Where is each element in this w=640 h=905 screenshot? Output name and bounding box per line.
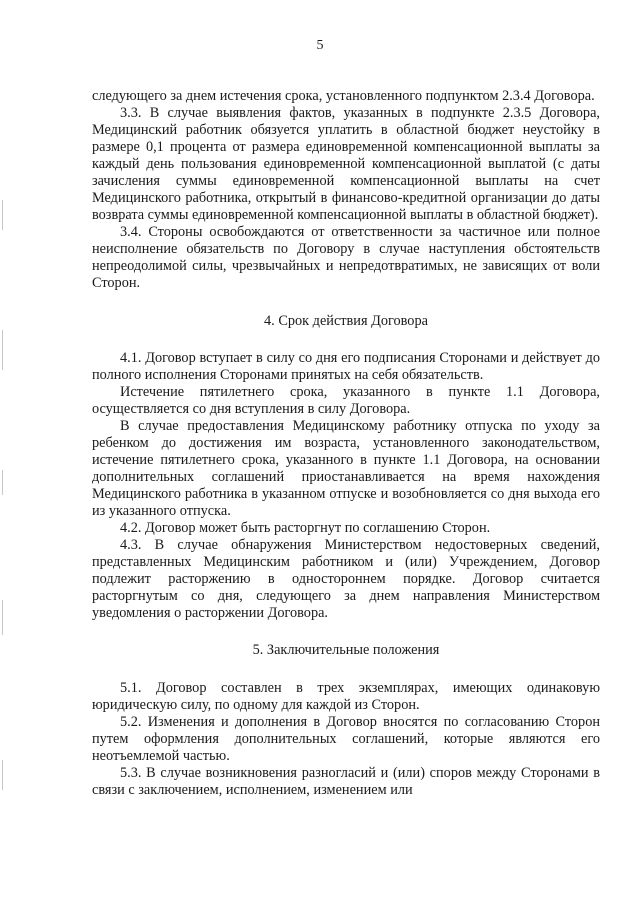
document-body [92,88,600,799]
paragraph-3-3: 3.3. В случае выявления фактов, указанных в подпункте 2.3.5 Договора, Медицинский работник обязуется уплатить в областной бюджет неустойку в размере 0,1 процента от размера единовременной компенсационной выплаты за каждый день пользования единовременной компенсационной выплатой (с даты зачисления суммы единовременной компенсационной выплаты на счет Медицинского работника, открытый в финансово-кредитной организации до даты возврата суммы единовременной компенсационной выплаты в областной бюджет). [92,105,600,223]
scan-edge [0,0,6,905]
page-number: 5 [316,38,324,53]
paragraph-5-1: 5.1. Договор составлен в трех экземплярах, имеющих одинаковую юридическую силу, по одному для каждой из Сторон. [92,680,600,713]
paragraph-3-4: 3.4. Стороны освобождаются от ответственности за частичное или полное неисполнение обязательств по Договору в случае наступления обстоятельств непреодолимой силы, чрезвычайных и непредотвратимых, не зависящих от воли Сторон. [92,224,600,291]
paragraph-4-3: 4.3. В случае обнаружения Министерством недостоверных сведений, представленных Медицинским работником и (или) Учреждением, Договор подлежит расторжению в одностороннем порядке. Договор считается расторгнутым со дня, следующего за днем направления Министерством уведомления о расторжении Договора. [92,537,600,621]
section-4-heading: 4. Срок действия Договора [264,313,428,329]
paragraph-4-1: 4.1. Договор вступает в силу со дня его подписания Сторонами и действует до полного исполнения Сторонами принятых на себя обязательств. [92,350,600,383]
paragraph-5-2: 5.2. Изменения и дополнения в Договор вносятся по согласованию Сторон путем оформления дополнительных соглашений, которые являются его неотъемлемой частью. [92,714,600,764]
paragraph-4-1-term: Истечение пятилетнего срока, указанного в пункте 1.1 Договора, осуществляется со дня вступления в силу Договора. [92,384,600,417]
paragraph-4-1-leave: В случае предоставления Медицинскому работнику отпуска по уходу за ребенком до достижения им возраста, установленного законодательством, истечение пятилетнего срока, указанного в пункте 1.1 Договора, на основании дополнительных соглашений приостанавливается на время нахождения Медицинского работника в указанном отпуске и возобновляется со дня выхода его из указанного отпуска. [92,418,600,519]
paragraph-4-2: 4.2. Договор может быть расторгнут по соглашению Сторон. [120,520,491,536]
section-5-heading: 5. Заключительные положения [252,642,440,658]
paragraph-continuation: следующего за днем истечения срока, установленного подпунктом 2.3.4 Договора. [92,88,595,104]
paragraph-5-3: 5.3. В случае возникновения разногласий и (или) споров между Сторонами в связи с заключением, исполнением, изменением или [92,765,600,798]
